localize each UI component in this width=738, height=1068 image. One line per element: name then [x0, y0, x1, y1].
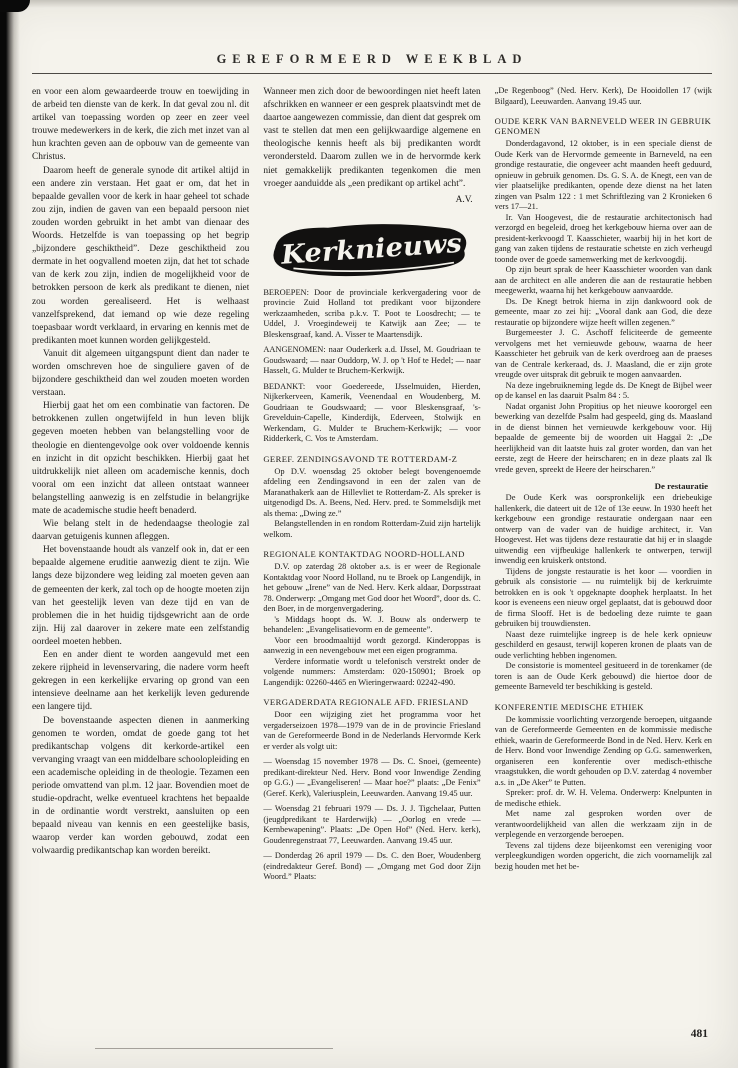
article-paragraph: De bovenstaande aspecten dienen in aanmerking genomen te worden, omdat de goede gang tot het predikantschap volgens dit kerkorde-artikel een vervanging vraagt van een middelbare schoolopleiding en een academische opleiding in de theologie. Tezamen een periode omvattend van pl.m. 12 jaar. Bovendien moet de studie-opdracht, welke eventueel krachtens het bepaalde in de ordinantie wordt verstrekt, aansluiten op een bepaald niveau van kennis en een geestelijke basis, waarop verder kan worden gebouwd, zodat een volwaardig predikantschap kan worden bereikt.: [32, 715, 250, 857]
masthead: [32, 52, 712, 74]
announcement-beroepen: BEROEPEN: Door de provinciale kerkvergadering voor de provincie Zuid Holland tot predikant voor bijzondere werkzaamheden, scriba p.k.v. T. Poot te Loosdrecht; — te Uddel, J. Vroegindeweij te Katwijk aan Zee; — te Bleskensgraaf, kand. A. Visser te Maartensdijk.: [263, 287, 481, 339]
news-paragraph: 's Middags hoopt ds. W. J. Bouw als onderwerp te behandelen: „Evangelisatievorm en de gemeente”.: [263, 614, 481, 635]
agenda-item: — Donderdag 26 april 1979 — Ds. C. den Boer, Woudenberg (eindredakteur Geref. Bond) — „Omgang met God door Zijn Woord.” Plaats:: [263, 851, 481, 882]
kerknieuws-section: [263, 288, 480, 883]
page-number: 481: [690, 1028, 708, 1040]
news-paragraph: Ds. De Knegt betrok hierna in zijn dankwoord ook de gemeente, maar zo zei hij: „Vooral dank aan God, die deze restauratie op bijzondere wijze heeft willen zegenen.”: [494, 296, 712, 327]
section-heading-ethiek: KONFERENTIE MEDISCHE ETHIEK: [494, 701, 644, 712]
article-conclusion: [263, 86, 480, 207]
news-paragraph: Nadat organist John Propitius op het nieuwe koororgel een bewerking van dezelfde Psalm had gespeeld, ging ds. Maasland in de dienst binnen het vernieuwde kerkgebouw voor. Hij bepaalde de gemeente bij de woorden uit Haggaï 2: „De heerlijkheid van dit laatste huis zal groter worden, dan van het eerste, zegt de Heere der heirscharen; en in deze plaats zal Ik vrede geven, spreekt de Heere der heirscharen.”: [494, 401, 712, 474]
column-center: [263, 86, 480, 1034]
news-paragraph: Op zijn beurt sprak de heer Kaasschieter woorden van dank aan de architect en alle anderen die aan de restauratie hebben meegewerkt, waarna hij het kerkgebouw aanvaardde.: [494, 265, 712, 295]
article-paragraph: Wie belang stelt in de hedendaagse theologie zal daarvan getuigenis kunnen afleggen.: [32, 519, 250, 543]
news-paragraph: Ir. Van Hoogevest, die de restauratie architectonisch had verzorgd en begeleid, droeg het kerkgebouw hierna over aan de president-kerkvoogd T. Kaasschieter, waarbij hij in het kort de gang van zaken tijdens de restauratie schetste en zich verheugd toonde over de goede samenwerking met de kerkvoogdij.: [494, 212, 712, 264]
announcement-bedankt: BEDANKT: voor Goedereede, IJsselmuiden, Hierden, Nijkerkerveen, Kamerik, Veenendaal en Woudenberg, M. Goudriaan te Goudswaard; — voor Bleskensgraaf, 's-Grevelduin-Capelle, Kinderdijk, Ederveen, Stolwijk en Werkendam, G. Mulder te Bruchem-Kerkwijk; — voor Ridderkerk, C. Vos te Amsterdam.: [263, 381, 481, 444]
news-paragraph: Voor een broodmaaltijd wordt gezorgd. Kinderoppas is aanwezig in een nevengebouw met een eigen programma.: [263, 635, 481, 656]
news-paragraph: Met name zal gesproken worden over de verantwoordelijkheid van allen die werkzaam zijn in de verplegende en verzorgende beroepen.: [494, 809, 712, 839]
kerknieuws-logo: [265, 219, 478, 279]
section-heading-barneveld: OUDE KERK VAN BARNEVELD WEER IN GEBRUIK GENOMEN: [494, 116, 712, 136]
news-paragraph: De Oude Kerk was oorspronkelijk een driebeukige hallenkerk, die dateert uit de 12e of 13e eeuw. In 1930 heeft het kerkgebouw een grondige restauratie ondergaan naar een ontwerp van de vader van de huidige architect, ir. Van Hoogevest. Het was tijdens deze restauratie dat hij er in slaagde uitwendig een vijfbeukige hallenkerk te ontwerpen, terwijl inwendig een kruiskerk ontstond.: [494, 493, 712, 565]
article-paragraph: en voor een alom gewaardeerde trouw en toewijding in de arbeid ten dienste van de kerk. In dat geval zou nl. dit artikel van toepassing worden op zeer en zeer veel trouwe medewerkers in de kerk, die zich met inzet van al hun krachten geven aan de opbouw van de gemeente van Christus.: [32, 87, 250, 163]
column-right: [495, 86, 712, 1034]
article-paragraph: Wanneer men zich door de bewoordingen niet heeft laten afschrikken en wanneer er een gesprek plaatsvindt met de daartoe aangewezen commissie, dan dient dat gesprek om vast te stellen dat men een gelijkwaardige algemene en theologische kennis heeft als bij predikanten wordt verondersteld. Daarom zullen we in de hervormde kerk niet gemakkelijk predikanten tegenkomen die men vroeger aanduidde als „een predikant op artikel acht”.: [263, 87, 481, 189]
kerknieuws-logo-art: [265, 219, 478, 279]
article-paragraph: Vanuit dit algemeen uitgangspunt dient dan nader te worden omschreven hoe de singuliere gaven of de bijzondere geschiktheid dan wel zouden moeten worden verstaan.: [32, 348, 250, 399]
section-heading-friesland: VERGADERDATA REGIONALE AFD. FRIESLAND: [263, 697, 469, 708]
masthead-title: GEREFORMEERD WEEKBLAD: [216, 52, 528, 66]
scan-top-shade: [0, 0, 738, 8]
news-paragraph: Verdere informatie wordt u telefonisch verstrekt onder de volgende nummers: Amsterdam: 020-150901; Broek op Langendijk: 02260-4465 en Wieringerwaard: 02242-490.: [263, 656, 481, 687]
announcement-aangenomen: AANGENOMEN: naar Ouderkerk a.d. IJssel, M. Goudriaan te Goudswaard; — naar Ouddorp, W. J. op 't Hof te Hedel; — naar Hasselt, G. Mulder te Bruchem-Kerkwijk.: [263, 345, 481, 376]
news-paragraph: D.V. op zaterdag 28 oktober a.s. is er weer de Regionale Kontaktdag voor Noord Holland, nu te Broek op Langendijk, in het gebouw „Irene” van de Ned. Herv. Kerk aldaar, Dorpsstraat 78. Onderwerp: „Omgang met God door het Woord”, door ds. C. den Boer, in de morgenvergadering.: [263, 562, 481, 614]
kerknieuws-logo-text: Kerknieuws: [280, 228, 464, 271]
header-rule: [32, 73, 712, 74]
news-paragraph: De consistorie is momenteel gesitueerd in de torenkamer (de toren is aan de Oude Kerk gebouwd) die hiertoe door de gemeente Barneveld ter beschikking is gesteld.: [494, 661, 712, 691]
section-heading-zendingsavond: GEREF. ZENDINGSAVOND TE ROTTERDAM-Z: [263, 453, 458, 464]
news-paragraph: Belangstellenden in en rondom Rotterdam-Zuid zijn hartelijk welkom.: [263, 519, 481, 539]
news-paragraph: Donderdagavond, 12 oktober, is in een speciale dienst de Oude Kerk van de Hervormde gemeente in Barneveld, na een grondige restauratie, die ongeveer acht maanden heeft geduurd, opnieuw in gebruik genomen. Ds. G. S. A. de Knegt, een van de vier plaatselijke predikanten, opende deze dienst na het laten zingen van Psalm 122 : 1 met Schriftlezing van 2 Kronieken 6 vers 17—21.: [494, 139, 712, 211]
news-paragraph: De kommissie voorlichting verzorgende beroepen, uitgaande van de Gereformeerde Gemeenten en de kommissie medische ethiek, waarin de Gereformeerde Bond in de Ned. Herv. Kerk en de Herv. Bond voor Inwendige Zending op G.G. samenwerken, organiseren een konferentie over medisch-ethische vraagstukken, die wordt gehouden op D.V. zaterdag 4 november a.s. in „De Aker” te Putten.: [494, 714, 712, 787]
news-paragraph: Naast deze ruimtelijke ingreep is de hele kerk opnieuw geschilderd en gesaust, terwijl koperen kronen de plaats van de oude verlichting hebben ingenomen.: [494, 629, 712, 660]
news-paragraph: Door een wijziging ziet het programma voor het vergaderseizoen 1978—1979 van de in de provincie Friesland van de Gereformeerde Bond in de Nederlands Hervormde Kerk er verder als volgt uit:: [263, 710, 481, 751]
binding-corner: [0, 0, 30, 12]
agenda-continuation: „De Regenboog” (Ned. Herv. Kerk), De Hooidollen 17 (wijk Bilgaard), Leeuwarden. Aanvang 19.45 uur.: [494, 86, 712, 106]
article-paragraph: Een en ander dient te worden aangevuld met een zekere rijpheid in levenservaring, die nadere vorm heeft gekregen in een kerkelijke ervaring op grond van een intensieve deelname aan het kerkelijk leven gedurende een langere tijd.: [32, 650, 250, 713]
news-paragraph: Tijdens de jongste restauratie is het koor — voordien in gebruik als consistorie — nu ruimtelijk bij de kerkruimte betrokken en is ook 't opgeknapte doophek herplaatst. In het koor is eveneens een nieuw orgel geplaatst, dat is gebouwd door de firma Slooff. Het is de bedoeling deze ruimte te gaan gebruiken bij trouwdiensten.: [494, 566, 712, 628]
news-paragraph: Op D.V. woensdag 25 oktober belegt bovengenoemde afdeling een Zendingsavond in een der zalen van de Maranathakerk aan de Hillevliet te Rotterdam-Z. Als spreker is uitgenodigd Ds. A. Beens, Ned. Herv. pred. te Sommelsdijk met als thema: „Dwing ze.”: [263, 466, 481, 518]
news-paragraph: Tevens zal tijdens deze bijeenkomst een vereniging voor verpleegkundigen worden opgericht, die zich voornamelijk zal bezig houden met het be-: [494, 840, 712, 871]
page-content: [32, 86, 712, 1034]
scan-artifact-line: [95, 1048, 333, 1049]
column-left: [32, 86, 249, 1034]
article-paragraph: Daarom heeft de generale synode dit artikel altijd in een andere zin verstaan. Het gaat er om, dat het in bepaalde gevallen voor de kerk in haar geheel tot schade zou zijn, indien de gaven van een bepaald persoon niet zouden worden gebruikt in het ambt van dienaar des Woords. Hetzelfde is van toepassing op het begrip „bijzondere geschiktheid”. Deze geschiktheid zou dermate in het oogvallend moeten zijn, dat het tot schade van de kerk zou zijn, indien de mogelijkheid voor de betrokken persoon de kerk als predikant te dienen, niet zou worden gerealiseerd. Het is welhaast vanzelfsprekend, dat iemand op wie deze regeling toepasbaar wordt verklaard, in ervaring en kennis met de predikanten moet kunnen worden gelijkgesteld.: [32, 165, 250, 346]
section-heading-kontaktdag: REGIONALE KONTAKTDAG NOORD-HOLLAND: [263, 549, 465, 560]
article-paragraph: Het bovenstaande houdt als vanzelf ook in, dat er een bepaalde algemene eruditie aanwezig dient te zijn. Wie langs deze bijzondere weg leiding zal moeten geven aan de gemeenten der kerk, zal toch op de hoogte moeten zijn van het geestelijk leven van deze tijd en van de problemen die in het huidig tijdsgewricht aan de orde zijn. Hij zal daarover in zekere mate een zelfstandig oordeel moeten hebben.: [32, 545, 250, 647]
binding-shadow: [0, 0, 20, 1068]
news-paragraph: Burgemeester J. C. Aschoff feliciteerde de gemeente vervolgens met het vernieuwde gebouw, waarna de heer Kaasschieter het gebruik van de kerk overdroeg aan de praeses van de Centrale kerkeraad, ds. J. Maasland, die er zijn grote vreugde over uitsprak dit gebruik te mogen aanvaarden.: [494, 328, 712, 379]
subheading-restauratie: De restauratie: [654, 481, 708, 491]
article-paragraph: Hierbij gaat het om een combinatie van factoren. De betrokkenen zullen ongetwijfeld in hun leven blijk gegeven moeten hebben van belangstelling voor de theologie en dientengevolge ook over voldoende kennis en inzicht in dit opzicht beschikken. Hierbij gaat het uitdrukkelijk niet alleen om academische kennis, doch vooral om een inzicht dat alleen ontstaat wanneer belangstelling aanwezig is en zelfstudie in belangrijke mate de academische studie heeft benaderd.: [32, 401, 250, 516]
agenda-item: — Woensdag 21 februari 1979 — Ds. J. J. Tigchelaar, Putten (jeugdpredikant te Harderwijk) — „Oorlog en vrede — Kernbewapening”. Plaats: „De Open Hof” (Ned. Herv. kerk), Goudenregenstraat 77, Leeuwarden. Aanvang 19.45 uur.: [263, 804, 481, 845]
author-initials: A.V.: [455, 194, 473, 205]
news-paragraph: Spreker: prof. dr. W. H. Velema. Onderwerp: Knelpunten in de medische ethiek.: [494, 788, 712, 808]
news-paragraph: Na deze ingebruikneming legde ds. De Knegt de Bijbel weer op de kansel en las daaruit Psalm 84 : 5.: [494, 380, 712, 400]
agenda-item: — Woensdag 15 november 1978 — Ds. C. Snoei, (gemeente) predikant-direkteur Ned. Herv. Bond voor Inwendige Zending op G.G.) — „Evangeliseren! — Maar hoe?” plaats: „De Fenix” (Geref. Kerk), Valeriusplein, Leeuwarden. Aanvang 19.45 uur.: [263, 757, 481, 798]
